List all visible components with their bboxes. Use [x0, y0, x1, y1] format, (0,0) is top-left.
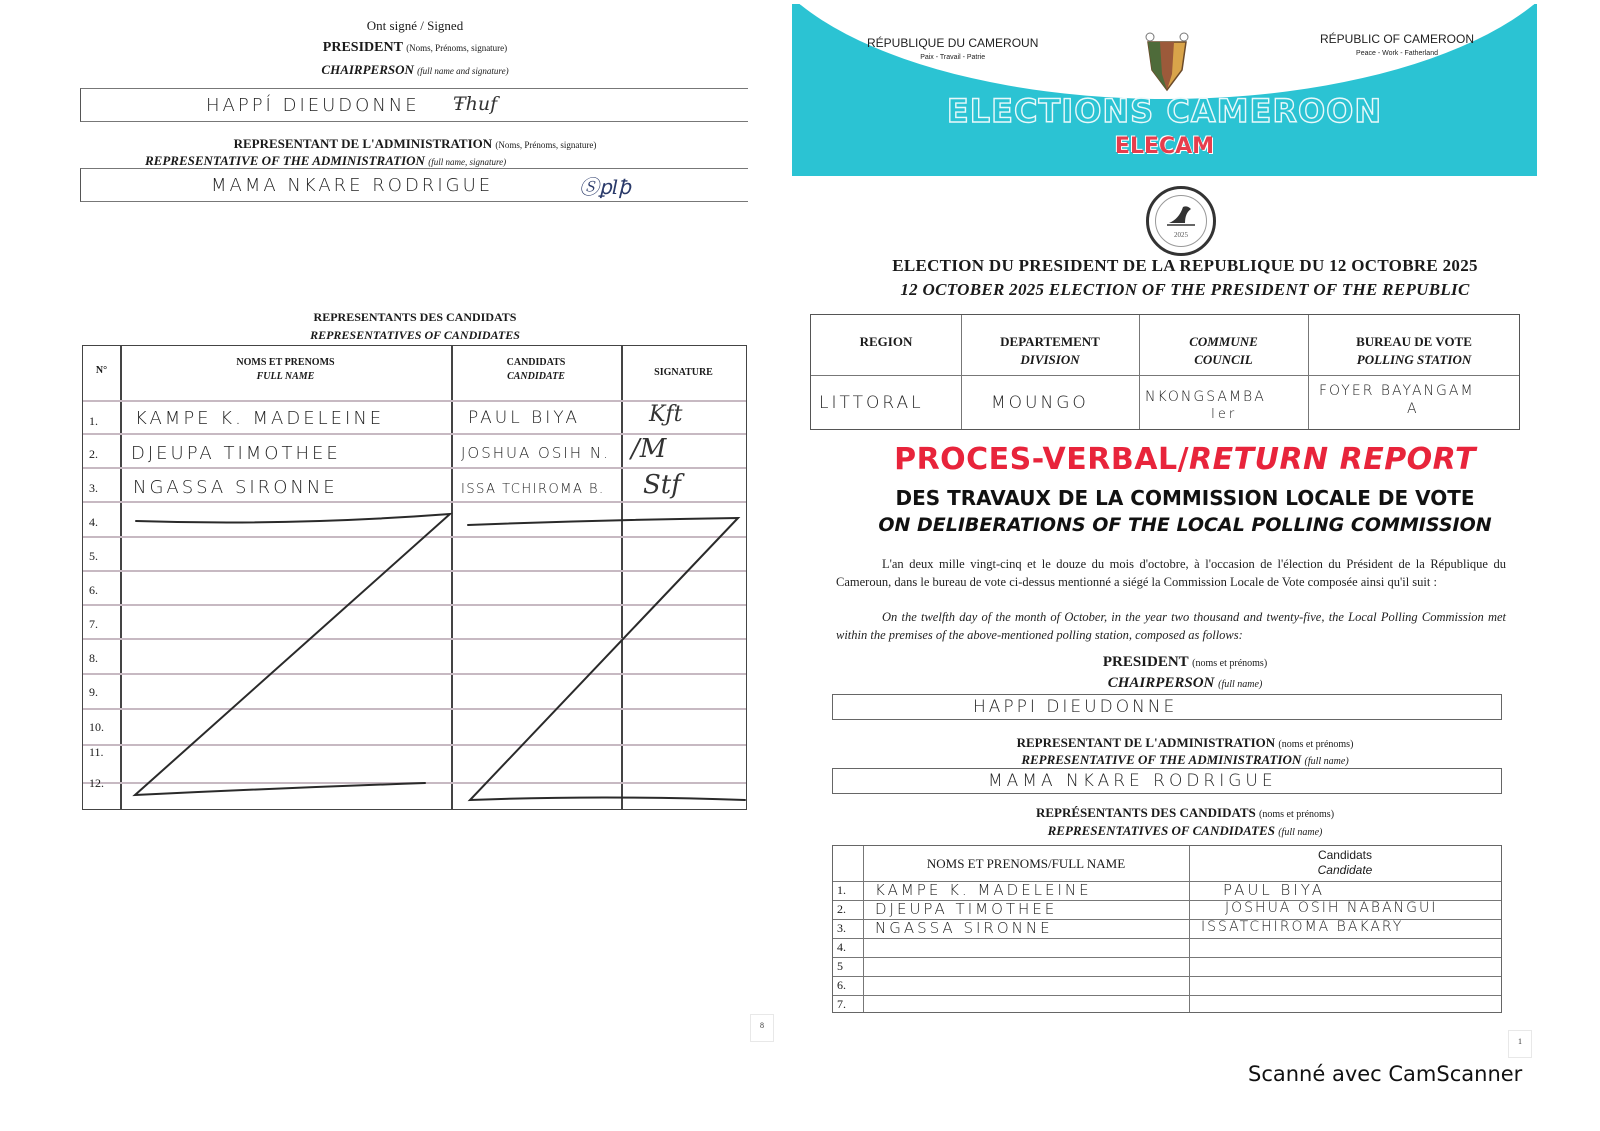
- election-title-fr: ELECTION DU PRESIDENT DE LA REPUBLIQUE DU 12 OCTOBRE 2025: [892, 256, 1478, 275]
- admin-heading-fr: [80, 136, 750, 152]
- council-value: NKONGSAMBA: [1145, 389, 1266, 405]
- row-number: 6.: [89, 583, 98, 597]
- president-label: PRESIDENT: [322, 40, 403, 55]
- row-number: 2.: [837, 902, 846, 916]
- header-region: [811, 333, 961, 351]
- president-heading: [820, 654, 1550, 671]
- region-value: LITTORAL: [819, 393, 924, 413]
- candidates-title-fr: REPRESENTANTS DES CANDIDATS: [313, 310, 517, 324]
- president-hint: (noms et prénoms): [1192, 658, 1268, 669]
- admin-hint-en: (full name): [1304, 756, 1349, 767]
- header-num: N°: [95, 365, 108, 376]
- admin-heading-en: [145, 153, 745, 169]
- row-divider: [83, 708, 746, 710]
- header-division-fr: DEPARTEMENT: [1000, 334, 1100, 349]
- row-number: 2.: [89, 447, 98, 461]
- row-number: 3.: [837, 921, 846, 935]
- seal-year: 2025: [1174, 231, 1188, 239]
- chairperson-label: CHAIRPERSON: [1107, 675, 1215, 691]
- row-divider: [83, 782, 746, 784]
- rep-signature: /M: [631, 434, 667, 464]
- row-number: 1.: [837, 883, 846, 897]
- candidates-label-fr: REPRÉSENTANTS DES CANDIDATS: [1035, 805, 1256, 820]
- row-divider: [83, 638, 746, 640]
- paragraph-en: On the twelfth day of the month of October, in the year two thousand and twenty-five, the Local Polling Commission met within the premises of the above-mentioned polling station, composed as follows:: [836, 610, 1506, 642]
- row-divider: [83, 673, 746, 675]
- header-council-fr: COMMUNE: [1189, 334, 1258, 349]
- republic-en-motto: Peace - Work - Fatherland: [1356, 50, 1438, 57]
- coat-of-arms-icon: [1142, 30, 1192, 94]
- row-number: 3.: [89, 481, 98, 495]
- admin-label-en: REPRESENTATIVE OF THE ADMINISTRATION: [145, 153, 425, 168]
- council-suffix: Ier: [1211, 407, 1238, 422]
- candidates-heading-fr: [820, 805, 1550, 821]
- header-council: [1139, 333, 1308, 369]
- signed-label: Ont signé / Signed: [366, 18, 464, 33]
- row-divider: [83, 744, 746, 746]
- admin-name-value: MAMA NKARE RODRIGUE: [211, 175, 494, 196]
- row-divider: [83, 536, 746, 538]
- rep-candidate: JOSHUA OSIH NABANGUI: [1225, 900, 1438, 916]
- president-name-field[interactable]: [80, 88, 748, 122]
- header-candidate-fr: CANDIDATS: [506, 357, 566, 368]
- paragraph-fr: L'an deux mille vingt-cinq et le douze du mois d'octobre, à l'occasion de l'élection du Président de la République du Cameroun, dans le bureau de vote ci-dessus mentionné a siégé la Commission Locale de Vote composée ainsi qu'il suit :: [836, 557, 1506, 589]
- header-division: [961, 333, 1139, 369]
- election-title-en: 12 OCTOBER 2025 ELECTION OF THE PRESIDENT OF THE REPUBLIC: [900, 280, 1470, 299]
- header-council-en: COUNCIL: [1194, 352, 1253, 367]
- row-number: 12.: [89, 776, 104, 790]
- row-divider: [83, 467, 746, 469]
- elecam-banner: [792, 4, 1537, 176]
- page-number: 1: [1508, 1030, 1532, 1058]
- rep-name: KAMPE K. MADELEINE: [135, 408, 385, 429]
- rep-name: DJEUPA TIMOTHEE: [875, 900, 1058, 918]
- row-number: 4.: [837, 940, 846, 954]
- row-number: 4.: [89, 515, 98, 529]
- row-number: 9.: [89, 685, 98, 699]
- admin-hint-fr: (Noms, Prénoms, signature): [495, 140, 597, 150]
- chairperson-heading: [820, 675, 1550, 692]
- page-number: 8: [750, 1014, 774, 1042]
- rep-name: NGASSA SIRONNE: [133, 477, 338, 498]
- admin-signature: Ⓢꝑlꝥ: [579, 175, 631, 199]
- row-number: 8.: [89, 651, 98, 665]
- candidates-table: [832, 845, 1502, 1013]
- location-table: [810, 314, 1520, 430]
- republic-fr-motto: Paix - Travail - Patrie: [920, 54, 986, 61]
- header-polling-en: POLLING STATION: [1356, 352, 1472, 367]
- rep-candidate: PAUL BIYA: [468, 408, 580, 428]
- rep-name: KAMPE K. MADELEINE: [875, 881, 1092, 899]
- elecam-seal-icon: [1146, 186, 1216, 256]
- admin-name-field[interactable]: [832, 768, 1502, 794]
- polling-station-suffix: A: [1407, 401, 1420, 417]
- row-divider: [833, 957, 1501, 958]
- president-signature: Ŧhuf: [453, 93, 498, 115]
- elections-cameroon-title: ELECTIONS CAMEROON: [946, 92, 1383, 130]
- candidates-label-en: REPRESENTATIVES OF CANDIDATES: [1047, 823, 1275, 838]
- admin-label-fr: REPRESENTANT DE L'ADMINISTRATION: [1016, 735, 1276, 750]
- header-name-fr: NOMS ET PRENOMS: [236, 357, 335, 368]
- rep-candidate: PAUL BIYA: [1223, 881, 1325, 899]
- rep-name: NGASSA SIRONNE: [875, 919, 1053, 937]
- elecam-acronym: ELECAM: [1114, 134, 1215, 159]
- report-title-en: RETURN REPORT: [1189, 442, 1476, 477]
- republic-en-title: RÉPUBLIC OF CAMEROON: [1320, 32, 1475, 46]
- representatives-table: [82, 345, 747, 810]
- admin-name-value: MAMA NKARE RODRIGUE: [988, 771, 1277, 791]
- header-fullname: [120, 356, 451, 384]
- report-subtitle-fr: DES TRAVAUX DE LA COMMISSION LOCALE DE VOTE: [895, 486, 1475, 510]
- header-region-label: REGION: [859, 334, 913, 349]
- admin-label-fr: REPRESENTANT DE L'ADMINISTRATION: [233, 136, 493, 151]
- column-divider: [621, 346, 623, 809]
- header-candidate-fr: Candidats: [1317, 848, 1373, 862]
- header-candidate: [1189, 848, 1501, 878]
- header-candidate-en: CANDIDATE: [507, 371, 565, 382]
- header-name-en: FULL NAME: [256, 371, 315, 382]
- division-value: MOUNGO: [991, 393, 1089, 413]
- left-page-signatures: [0, 0, 790, 1131]
- candidates-heading-en: [820, 823, 1550, 839]
- header-polling-fr: BUREAU DE VOTE: [1356, 334, 1472, 349]
- rep-name: DJEUPA TIMOTHEE: [131, 443, 341, 464]
- rep-candidate: ISSA TCHIROMA B.: [461, 482, 605, 497]
- rep-candidate: JOSHUA OSIH N.: [461, 444, 610, 462]
- president-label: PRESIDENT: [1102, 654, 1189, 670]
- column-divider: [451, 346, 453, 809]
- rep-signature: Stf: [643, 470, 681, 500]
- row-number: 1.: [89, 414, 98, 428]
- president-name-value: HAPPI DIEUDONNE: [973, 697, 1178, 717]
- rep-candidate: ISSATCHIROMA BAKARY: [1201, 919, 1404, 935]
- rep-signature: Kƒt: [649, 402, 683, 427]
- admin-hint-fr: (noms et prénoms): [1278, 739, 1354, 750]
- row-number: 11.: [89, 745, 104, 759]
- row-divider: [83, 604, 746, 606]
- candidates-hint-en: (full name): [1278, 827, 1323, 838]
- president-heading: [80, 40, 750, 56]
- row-number: 7.: [837, 997, 846, 1011]
- seal-bird-icon: [1165, 203, 1197, 227]
- header-fullname: NOMS ET PRENOMS/FULL NAME: [926, 856, 1126, 871]
- admin-label-en: REPRESENTATIVE OF THE ADMINISTRATION: [1021, 752, 1302, 767]
- president-name-value: HAPPÍ DIEUDONNE: [206, 95, 420, 116]
- admin-name-field[interactable]: [80, 168, 748, 202]
- chairperson-label: CHAIRPERSON: [321, 62, 414, 77]
- president-hint: (Noms, Prénoms, signature): [406, 43, 508, 53]
- row-number: 7.: [89, 617, 98, 631]
- header-candidate-en: Candidate: [1317, 863, 1373, 877]
- report-title: [820, 442, 1550, 477]
- row-number: 5: [837, 959, 843, 973]
- row-divider: [83, 501, 746, 503]
- right-page-return-report: [790, 0, 1600, 1131]
- admin-hint-en: (full name, signature): [428, 157, 507, 167]
- row-divider: [83, 400, 746, 402]
- row-number: 5.: [89, 549, 98, 563]
- chairperson-hint: (full name): [1218, 679, 1263, 690]
- header-candidate: [451, 356, 621, 384]
- row-divider: [83, 570, 746, 572]
- candidates-title-en: REPRESENTATIVES OF CANDIDATES: [310, 328, 520, 342]
- republic-fr-title: RÉPUBLIQUE DU CAMEROUN: [867, 36, 1039, 50]
- header-signature: SIGNATURE: [654, 367, 713, 378]
- candidates-hint-fr: (noms et prénoms): [1259, 809, 1335, 820]
- admin-heading-fr: [820, 735, 1550, 751]
- row-number: 6.: [837, 978, 846, 992]
- republic-fr-block: [867, 36, 1038, 61]
- row-divider: [811, 375, 1519, 376]
- polling-station-value: FOYER BAYANGAM: [1319, 383, 1475, 399]
- header-polling-station: [1308, 333, 1520, 369]
- report-subtitle-en: ON DELIBERATIONS OF THE LOCAL POLLING COMMISSION: [878, 514, 1492, 536]
- admin-heading-en: [820, 752, 1550, 768]
- president-name-field[interactable]: [832, 694, 1502, 720]
- chairperson-hint: (full name and signature): [417, 66, 509, 76]
- camscanner-watermark: Scanné avec CamScanner: [1248, 1062, 1523, 1086]
- report-title-fr: PROCES-VERBAL/: [894, 442, 1190, 477]
- row-divider: [833, 995, 1501, 996]
- column-divider: [120, 346, 122, 809]
- chairperson-heading: [80, 62, 750, 78]
- row-divider: [833, 938, 1501, 939]
- header-division-en: DIVISION: [1020, 352, 1080, 367]
- row-divider: [833, 976, 1501, 977]
- republic-en-block: [1320, 32, 1474, 57]
- row-number: 10.: [89, 720, 104, 734]
